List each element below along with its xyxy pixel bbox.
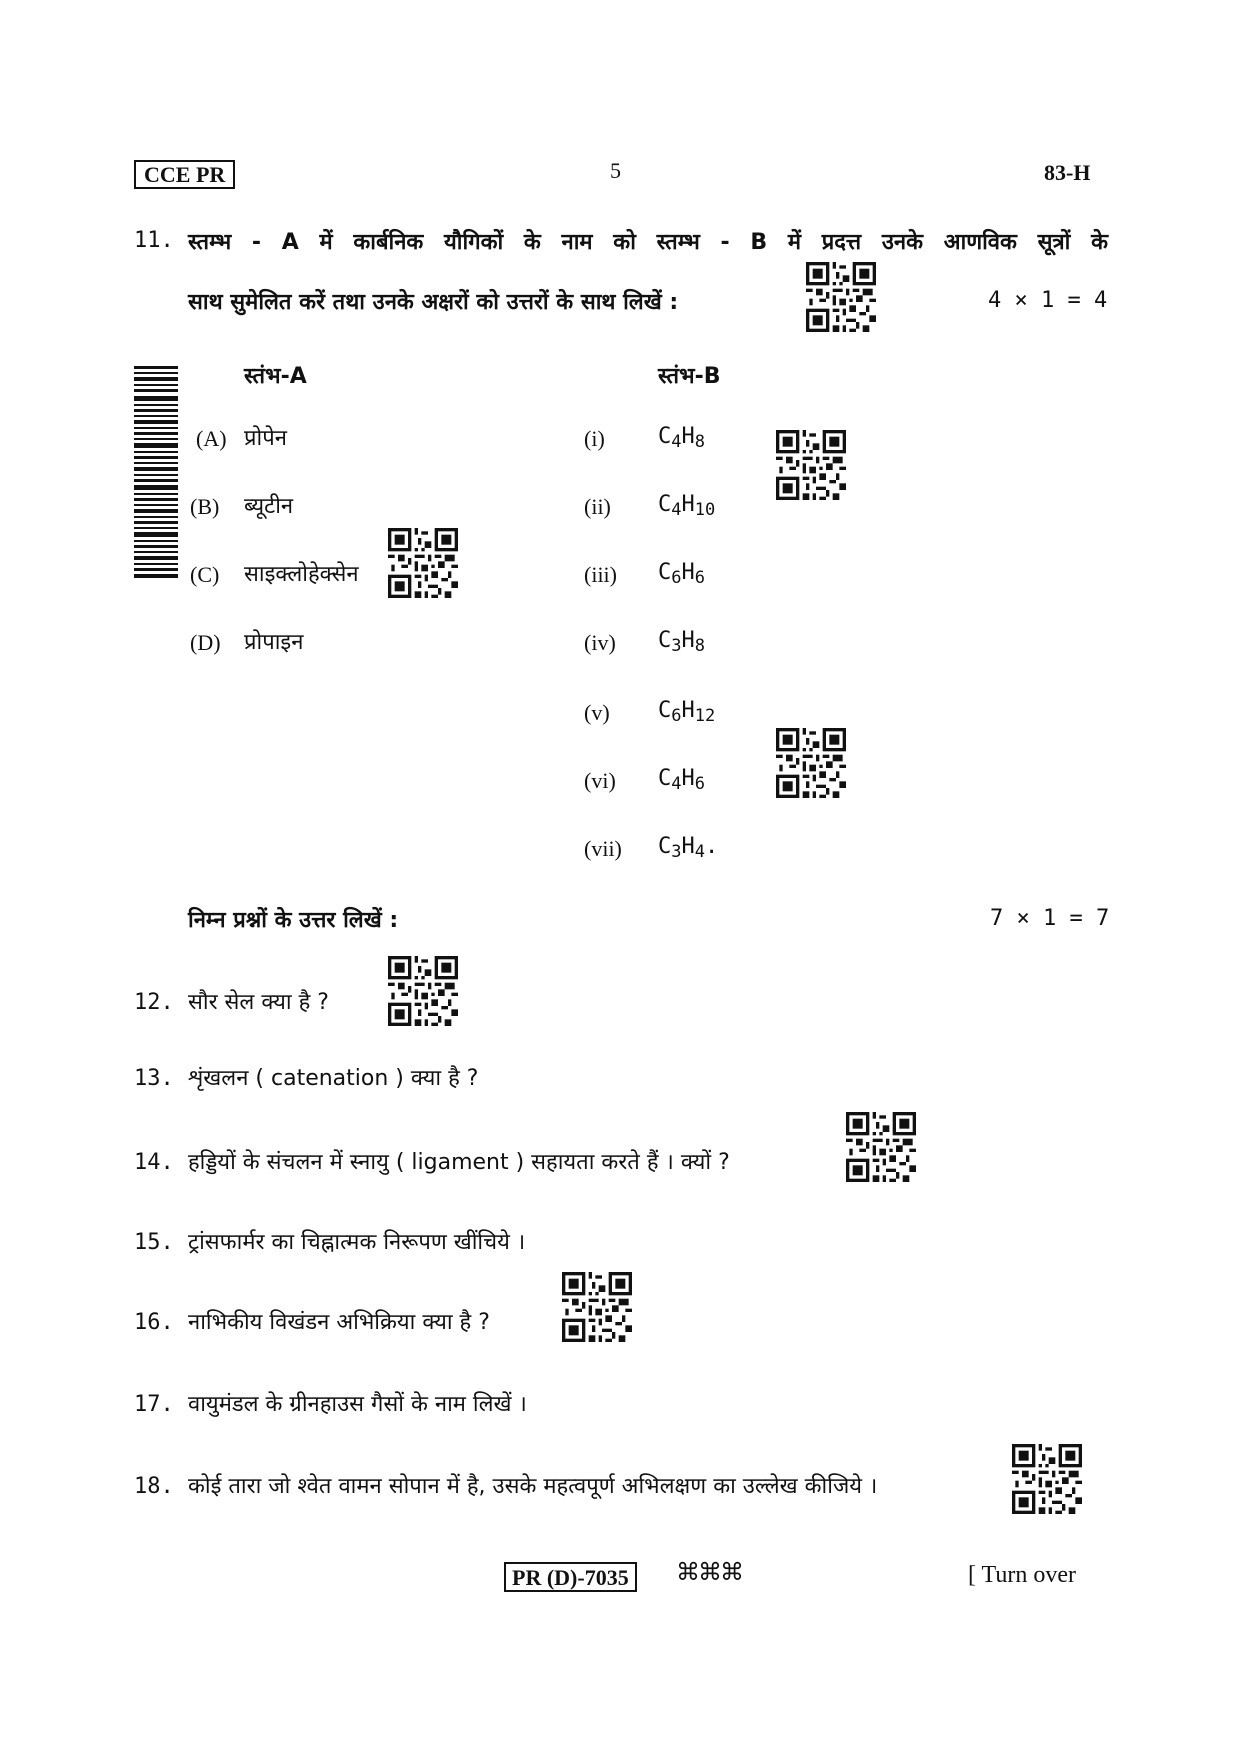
qr-code-icon	[806, 262, 876, 332]
section-marks: 7 × 1 = 7	[990, 906, 1110, 931]
col-b-label: (v)	[584, 700, 610, 725]
column-a-title: स्तंभ-A	[244, 364, 307, 389]
qr-code-icon	[562, 1272, 632, 1342]
barcode-icon	[134, 366, 178, 578]
question-number: 17.	[134, 1392, 174, 1417]
footer-ornament: ⌘⌘⌘	[676, 1558, 742, 1586]
col-b-label: (iv)	[584, 630, 616, 655]
question-text: सौर सेल क्या है ?	[188, 990, 329, 1015]
q11-marks: 4 × 1 = 4	[988, 288, 1108, 313]
col-a-item: साइक्लोहेक्सेन	[244, 562, 359, 587]
question-text: हड्डियों के संचलन में स्नायु ( ligament ) सहायता करते हैं । क्यों ?	[188, 1150, 730, 1175]
exam-code-box: CCE PR	[134, 160, 235, 189]
column-b-title: स्तंभ-B	[658, 364, 721, 389]
question-text: ट्रांसफार्मर का चिह्नात्मक निरूपण खींचिये ।	[188, 1230, 526, 1255]
question-number: 16.	[134, 1310, 174, 1335]
question-text: शृंखलन ( catenation ) क्या है ?	[188, 1066, 479, 1091]
col-b-formula: $C_6H_6$	[658, 560, 705, 588]
question-number: 13.	[134, 1066, 174, 1091]
col-b-label: (i)	[584, 426, 605, 451]
question-number: 18.	[134, 1474, 174, 1499]
qr-code-icon	[776, 430, 846, 500]
col-b-formula: $C_4H_8$	[658, 424, 705, 452]
col-b-label: (ii)	[584, 494, 611, 519]
qr-code-icon	[776, 728, 846, 798]
col-b-label: (iii)	[584, 562, 617, 587]
col-a-label: (B)	[190, 494, 220, 519]
question-number: 14.	[134, 1150, 174, 1175]
col-b-formula: $C_6H_{12}$	[658, 698, 716, 726]
col-a-item: प्रोपेन	[244, 426, 287, 451]
q11-text-line2: साथ सुमेलित करें तथा उनके अक्षरों को उत्तरों के साथ लिखें :	[188, 290, 679, 315]
col-b-label: (vii)	[584, 836, 622, 861]
question-text: नाभिकीय विखंडन अभिक्रिया क्या है ?	[188, 1310, 490, 1335]
qr-code-icon	[1012, 1444, 1082, 1514]
question-number: 12.	[134, 990, 174, 1015]
col-a-label: (A)	[196, 426, 227, 451]
question-number: 15.	[134, 1230, 174, 1255]
col-b-formula: $C_3H_8$	[658, 628, 705, 656]
section-instruction: निम्न प्रश्नों के उत्तर लिखें :	[188, 908, 399, 933]
col-a-label: (C)	[190, 562, 220, 587]
footer-code-box: PR (D)-7035	[504, 1562, 637, 1592]
qr-code-icon	[388, 956, 458, 1026]
col-b-label: (vi)	[584, 768, 616, 793]
qr-code-icon	[846, 1112, 916, 1182]
qr-code-icon	[388, 528, 458, 598]
col-b-formula: $C_4H_{10}$	[658, 492, 716, 520]
col-b-formula: $C_4H_6$	[658, 766, 705, 794]
col-b-formula: $C_3H_4$.	[658, 834, 719, 862]
turn-over-label: [ Turn over	[968, 1562, 1077, 1588]
paper-code: 83-H	[1044, 160, 1091, 185]
col-a-item: ब्यूटीन	[244, 494, 294, 519]
q11-text-line1: स्तम्भ - A में कार्बनिक यौगिकों के नाम को स्तम्भ - B में प्रदत्त उनके आणविक सूत्रों के	[188, 230, 1108, 255]
question-text: कोई तारा जो श्वेत वामन सोपान में है, उसके महत्वपूर्ण अभिलक्षण का उल्लेख कीजिये ।	[188, 1474, 878, 1499]
col-a-label: (D)	[190, 630, 221, 655]
question-number: 11.	[134, 228, 174, 253]
page-number: 5	[610, 158, 621, 183]
col-a-item: प्रोपाइन	[244, 630, 304, 655]
question-text: वायुमंडल के ग्रीनहाउस गैसों के नाम लिखें ।	[188, 1392, 527, 1417]
